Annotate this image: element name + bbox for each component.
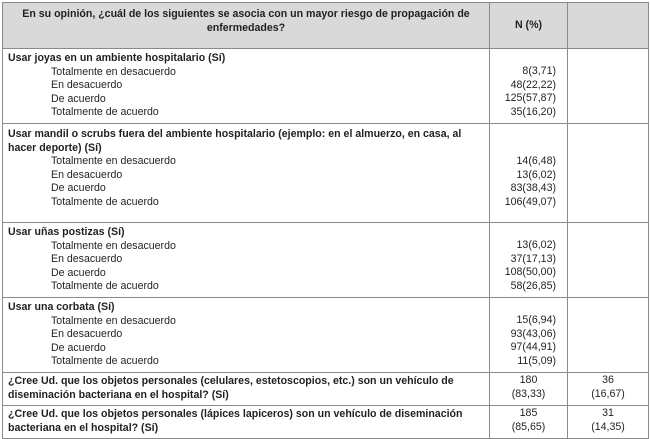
option-label: De acuerdo xyxy=(51,92,106,105)
results-table xyxy=(2,2,649,439)
option-label: Totalmente en desacuerdo xyxy=(51,239,176,252)
option-value: 58(26,85) xyxy=(510,279,556,292)
yes-percent: (83,33) xyxy=(511,387,546,400)
section-title: Usar joyas en un ambiente hospitalario (Sí) xyxy=(8,52,226,64)
option-label: En desacuerdo xyxy=(51,79,123,92)
option-label: De acuerdo xyxy=(51,266,106,279)
option-label: Totalmente en desacuerdo xyxy=(51,314,176,327)
option-value: 108(50,00) xyxy=(504,266,556,279)
header-empty-cell xyxy=(568,3,649,49)
no-count: 36 xyxy=(602,374,614,386)
option-value: 13(6,02) xyxy=(516,168,556,181)
no-percent: (14,35) xyxy=(591,420,625,433)
section-nails xyxy=(3,223,649,298)
header-n-label: N (%) xyxy=(490,3,568,49)
header-question: En su opinión, ¿cuál de los siguientes se asocia con un mayor riesgo de propagación de enfermedades? xyxy=(3,3,490,49)
option-label: De acuerdo xyxy=(51,341,106,354)
header-row xyxy=(3,3,649,49)
option-label: Totalmente de acuerdo xyxy=(51,106,159,119)
option-value: 106(49,07) xyxy=(504,195,556,208)
empty-cell xyxy=(568,223,649,298)
empty-cell xyxy=(568,298,649,373)
no-percent: (16,67) xyxy=(591,387,625,400)
question-text: ¿Cree Ud. que los objetos personales (lápices lapiceros) son un vehículo de diseminación bacteriana en el hospital? (Sí) xyxy=(3,406,490,439)
option-label: Totalmente de acuerdo xyxy=(51,355,159,368)
option-value: 8(3,71) xyxy=(522,65,556,77)
option-value: 97(44,91) xyxy=(510,341,556,354)
option-label: En desacuerdo xyxy=(51,168,123,181)
section-scrubs xyxy=(3,124,649,223)
section-title: Usar una corbata (Sí) xyxy=(8,301,115,313)
option-value: 14(6,48) xyxy=(516,155,556,167)
yes-percent: (85,65) xyxy=(511,420,546,433)
option-label: Totalmente de acuerdo xyxy=(51,195,159,208)
option-value: 83(38,43) xyxy=(510,182,556,195)
section-jewelry xyxy=(3,49,649,124)
empty-cell xyxy=(568,49,649,124)
question-row-phones xyxy=(3,373,649,406)
option-value: 35(16,20) xyxy=(510,105,556,118)
option-value: 48(22,22) xyxy=(510,78,556,91)
option-label: En desacuerdo xyxy=(51,328,123,341)
section-title: Usar uñas postizas (Sí) xyxy=(8,226,125,238)
no-count: 31 xyxy=(602,407,614,419)
yes-count: 185 xyxy=(519,407,538,419)
empty-cell xyxy=(568,124,649,223)
section-tie xyxy=(3,298,649,373)
option-label: De acuerdo xyxy=(51,182,106,195)
option-value: 15(6,94) xyxy=(516,314,556,326)
option-label: En desacuerdo xyxy=(51,253,123,266)
option-label: Totalmente en desacuerdo xyxy=(51,155,176,167)
section-title: Usar mandil o scrubs fuera del ambiente hospitalario (ejemplo: en el almuerzo, en casa, al hacer deporte) (Sí) xyxy=(8,128,462,154)
option-value: 37(17,13) xyxy=(510,252,556,265)
yes-count: 180 xyxy=(519,374,538,386)
option-value: 13(6,02) xyxy=(516,239,556,251)
option-label: Totalmente de acuerdo xyxy=(51,280,159,293)
question-text: ¿Cree Ud. que los objetos personales (celulares, estetoscopios, etc.) son un vehículo de diseminación bacteriana en el hospital? (Sí) xyxy=(3,373,490,406)
option-value: 11(5,09) xyxy=(517,354,556,367)
option-value: 93(43,06) xyxy=(510,327,556,340)
option-label: Totalmente en desacuerdo xyxy=(51,65,176,78)
option-value: 125(57,87) xyxy=(504,92,556,105)
